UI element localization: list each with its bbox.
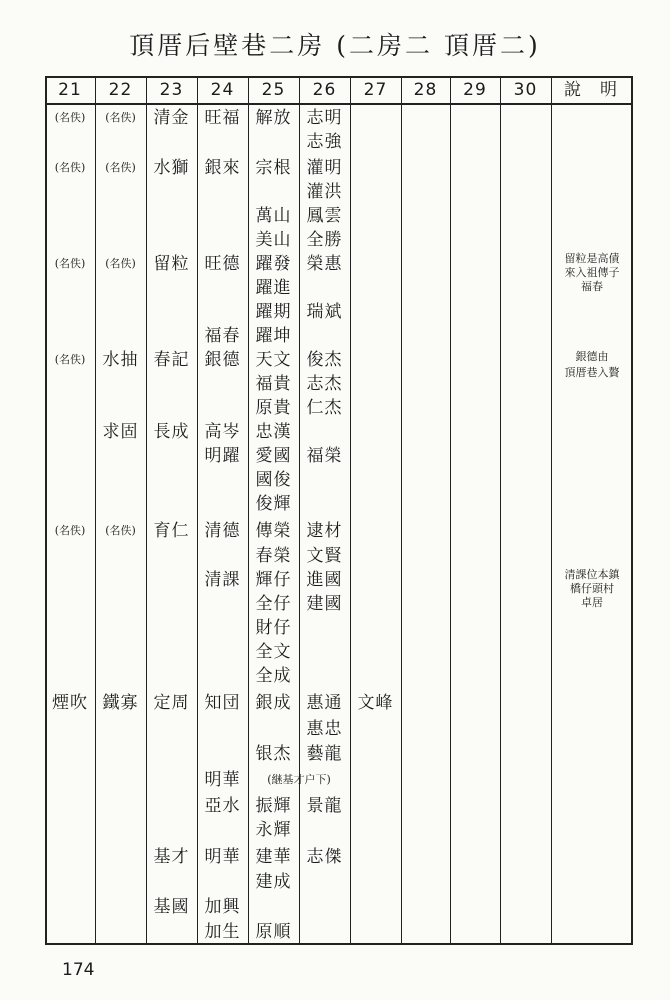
name-cell: (名佚) [105,257,136,270]
name-cell: 高岑 [204,422,241,442]
note-line: 銀德由 [575,350,609,363]
name-cell: 水抽 [102,350,139,370]
name-cell: 清德 [204,521,241,541]
header-24: 24 [210,80,235,100]
name-cell: 春榮 [255,546,292,566]
name-cell: 明華 [204,770,241,790]
name-cell: 萬山 [255,206,292,226]
name-cell: 清課 [204,570,241,590]
name-cell: 明躍 [204,446,241,466]
name-cell: 躍發 [255,254,292,274]
name-cell: 原貴 [255,398,292,418]
name-cell: 銀來 [204,158,241,178]
name-cell: 景龍 [306,796,343,816]
name-cell: 天文 [255,350,292,370]
name-cell: 全勝 [306,230,343,250]
header-29: 29 [463,80,487,100]
name-cell: 定周 [153,693,190,713]
header-27: 27 [363,80,388,100]
header-notes: 說 明 [564,80,618,100]
name-cell: (名佚) [54,524,86,537]
name-cell: 國俊 [255,470,292,490]
name-cell: 俊輝 [255,494,292,514]
name-cell: 志杰 [306,374,343,394]
header-30: 30 [513,80,538,100]
genealogy-table [45,76,633,945]
name-cell: (名佚) [54,353,86,366]
name-cell: 輝仔 [255,570,292,590]
name-cell: 旺福 [204,108,241,128]
note-line: 卓居 [581,596,603,609]
column-divider [95,76,96,945]
name-cell: 旺德 [204,254,241,274]
name-cell: 財仔 [255,618,292,638]
column-divider [500,76,501,945]
header-25: 25 [261,80,286,100]
table-border-left [45,76,47,945]
name-cell: 求固 [102,422,139,442]
name-cell: 煙吹 [52,693,88,713]
name-cell: 灌洪 [306,182,343,202]
column-divider [146,76,147,945]
page-number: 174 [62,960,95,980]
name-cell: 福貴 [255,374,292,394]
name-cell: 忠漢 [255,422,292,442]
name-cell: 基才 [153,847,190,867]
name-cell: 志強 [306,132,343,152]
name-cell: 志明 [306,108,343,128]
note-line: 頂厝巷入贅 [564,366,620,379]
name-cell: 建成 [255,872,292,892]
name-cell: 清金 [153,108,190,128]
name-cell: 銀成 [255,693,292,713]
name-cell: 全文 [255,642,292,662]
name-cell: 银杰 [255,744,292,764]
note-line: 福春 [581,280,603,293]
header-22: 22 [108,80,133,100]
name-cell: 知団 [204,693,241,713]
name-cell: 進國 [306,570,343,590]
name-cell: 躍進 [255,278,292,298]
name-cell: 鐵寡 [102,693,139,713]
name-cell: (名佚) [105,161,136,174]
name-cell: 藝龍 [306,744,343,764]
name-cell: 躍坤 [255,326,292,346]
name-cell: (名佚) [54,111,86,124]
note-line: 來入祖傳子 [564,266,620,279]
name-cell: 加生 [204,922,241,942]
column-divider [401,76,402,945]
note-line: 清課位本鎮 [564,568,620,581]
page-title: 頂厝后壁巷二房 (二房二 頂厝二) [129,31,541,60]
name-cell: 全仔 [255,594,292,614]
name-cell: 振輝 [255,796,292,816]
column-divider [450,76,451,945]
header-28: 28 [413,80,438,100]
header-26: 26 [312,80,337,100]
header-divider [45,103,633,105]
table-border-right [631,76,633,945]
name-cell: 基國 [153,897,190,917]
column-divider [350,76,351,945]
name-cell: 惠通 [306,693,343,713]
note-line: 留粒是高債 [564,252,620,265]
name-cell: 文峰 [357,693,394,713]
name-cell: 愛國 [255,446,292,466]
name-cell: 瑞斌 [306,302,343,322]
name-cell: 灌明 [306,158,343,178]
table-border-bottom [45,943,633,945]
name-cell: 仁杰 [306,398,343,418]
header-21: 21 [58,80,82,100]
name-cell: 福春 [204,326,241,346]
name-cell: 鳳雲 [306,206,343,226]
name-cell: (名佚) [105,111,136,124]
name-cell: 解放 [255,108,292,128]
name-cell: 留粒 [153,254,190,274]
name-cell: 美山 [255,230,292,250]
name-cell: 志傑 [306,847,343,867]
name-cell: 水獅 [153,158,190,178]
name-cell: 逮材 [306,521,343,541]
name-cell: 加興 [204,897,241,917]
name-cell: 春記 [153,350,190,370]
name-cell: 惠忠 [306,719,343,739]
name-cell: 永輝 [255,820,292,840]
name-cell: 俊杰 [306,350,343,370]
name-cell: 明華 [204,847,241,867]
name-cell: 宗根 [255,158,292,178]
name-cell: 榮惠 [306,254,343,274]
header-23: 23 [159,80,184,100]
name-cell: 原順 [255,922,292,942]
name-cell: (名佚) [105,524,136,537]
name-cell: 銀德 [204,350,241,370]
name-cell: 文賢 [306,546,343,566]
inline-note: (継基才户下) [267,773,331,786]
column-divider [551,76,552,945]
name-cell: 育仁 [153,521,190,541]
name-cell: 躍期 [255,302,292,322]
note-line: 橋仔頭村 [570,582,614,595]
name-cell: 建國 [306,594,343,614]
name-cell: 傳榮 [255,521,292,541]
name-cell: 建華 [255,847,292,867]
name-cell: 全成 [255,666,292,686]
name-cell: 亞水 [204,796,241,816]
name-cell: (名佚) [54,161,86,174]
name-cell: (名佚) [54,257,86,270]
name-cell: 長成 [153,422,190,442]
name-cell: 福榮 [306,446,343,466]
